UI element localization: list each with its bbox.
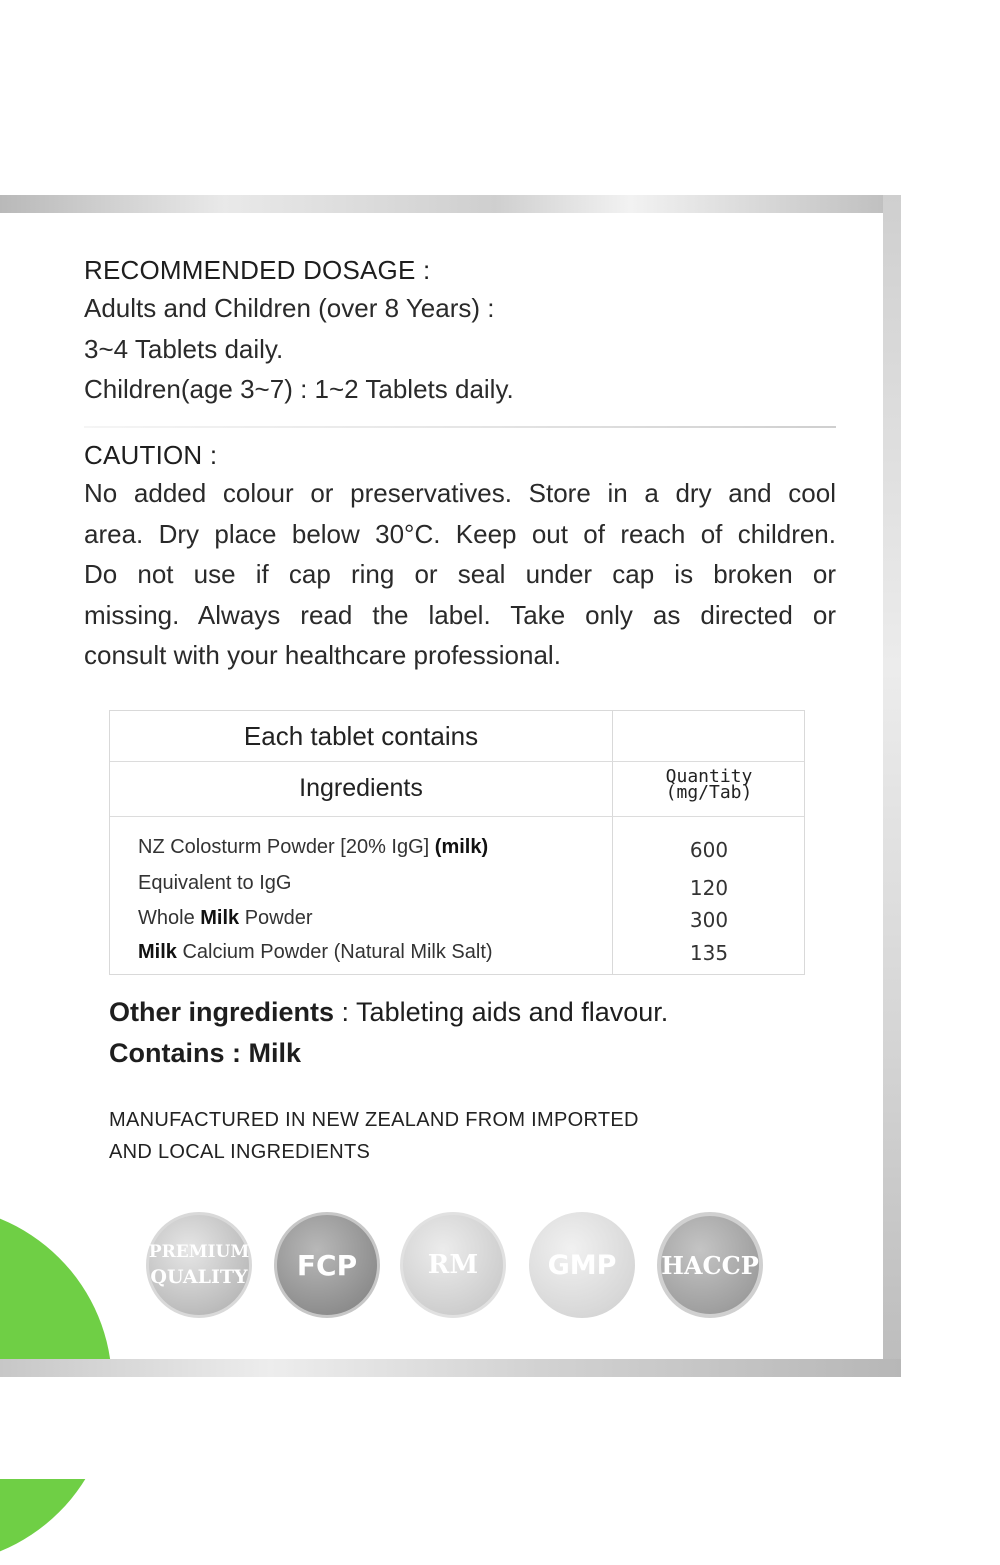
manufactured-line-2: AND LOCAL INGREDIENTS xyxy=(109,1141,371,1163)
frame-bottom-border xyxy=(0,1359,901,1377)
caution-line-3: Do not use if cap ring or seal under cap is broken or xyxy=(84,559,836,589)
premium-quality-badge-icon: PREMIUM QUALITY xyxy=(146,1212,252,1318)
gmp-badge-icon: GMP xyxy=(529,1212,635,1318)
ingredients-table xyxy=(109,710,805,975)
other-ingredients-text: : Tableting aids and flavour. xyxy=(334,997,669,1027)
column-header-quantity-line2: (mg/Tab) xyxy=(665,782,753,803)
frame-right-border xyxy=(883,195,901,1377)
frame-top-border xyxy=(0,195,900,213)
contains-statement: Contains : Milk xyxy=(109,1038,302,1068)
caution-line-1: No added colour or preservatives. Store in a dry and cool xyxy=(84,478,836,508)
dosage-heading: RECOMMENDED DOSAGE : xyxy=(84,255,431,285)
table-header-divider xyxy=(110,816,804,817)
table-row-qty: 300 xyxy=(689,908,729,932)
caution-section xyxy=(84,440,836,676)
dosage-line-adults: Adults and Children (over 8 Years) : xyxy=(84,293,495,323)
rm-badge-icon: RM xyxy=(400,1212,506,1318)
table-title-divider xyxy=(110,761,804,762)
table-row-qty: 120 xyxy=(689,876,729,900)
table-row-name: Whole Milk Powder xyxy=(138,907,313,929)
manufactured-line-1: MANUFACTURED IN NEW ZEALAND FROM IMPORTED xyxy=(109,1109,639,1131)
other-ingredients-label: Other ingredients xyxy=(109,997,335,1027)
haccp-badge-icon: HACCP xyxy=(657,1212,763,1318)
caution-line-2: area. Dry place below 30°C. Keep out of reach of children. xyxy=(84,518,836,549)
column-header-quantity-line1: Quantity xyxy=(665,766,753,787)
panel-bottom-mask xyxy=(0,1359,901,1479)
caution-line-4: missing. Always read the label. Take only as directed or xyxy=(84,599,836,630)
other-ingredients xyxy=(109,997,668,1028)
column-header-ingredients: Ingredients xyxy=(299,774,423,802)
dosage-line-children: Children(age 3~7) : 1~2 Tablets daily. xyxy=(84,374,514,404)
table-row-name: NZ Colosturm Powder [20% IgG] (milk) xyxy=(138,836,489,858)
table-title: Each tablet contains xyxy=(243,721,479,751)
caution-heading: CAUTION : xyxy=(84,440,218,470)
section-divider xyxy=(84,426,836,428)
table-row-qty: 135 xyxy=(689,941,729,965)
caution-line-5: consult with your healthcare professional. xyxy=(84,640,561,670)
table-row-name: Milk Calcium Powder (Natural Milk Salt) xyxy=(138,941,493,963)
column-header-quantity xyxy=(612,766,806,803)
table-row-qty: 600 xyxy=(689,838,729,862)
fcp-badge-icon: FCP xyxy=(274,1212,380,1318)
table-row-name: Equivalent to IgG xyxy=(138,872,292,894)
dosage-line-adults-amount: 3~4 Tablets daily. xyxy=(84,333,284,364)
dosage-section xyxy=(84,255,844,410)
manufactured-statement xyxy=(109,1104,639,1168)
